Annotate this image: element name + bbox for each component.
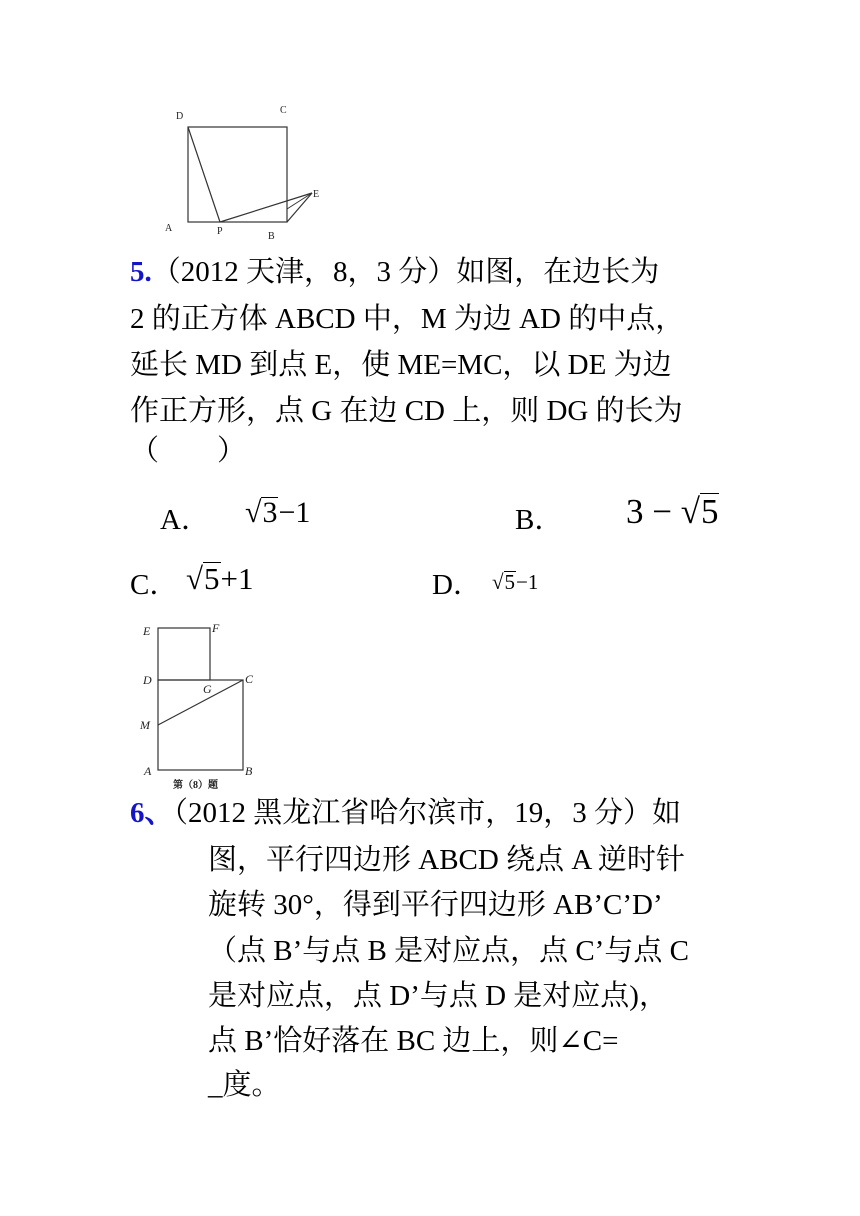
fig2-caption: 第（8）题 (173, 780, 218, 791)
question-text-line: _度。 (208, 1069, 281, 1101)
option-b-label: B． (515, 504, 564, 536)
fig1-label-d: D (176, 111, 184, 122)
sqrt-symbol: √5 (680, 492, 719, 531)
question-text-line: 2 的正方体 ABCD 中，M 为边 AD 的中点， (130, 303, 685, 335)
question-text-line: 延长 MD 到点 E，使 ME=MC，以 DE 为边 (130, 349, 672, 381)
option-d-label: D． (432, 569, 482, 601)
option-a-expression: √3−1 (245, 496, 311, 529)
question-text-line: 旋转 30°，得到平行四边形 AB’C’D’ (208, 889, 663, 921)
fig2-label-a: A (144, 764, 152, 778)
fig1-label-e: E (313, 189, 320, 200)
fig2-label-m: M (140, 718, 150, 732)
option-c-expression: √5+1 (186, 561, 254, 596)
fig2-label-d: D (143, 673, 152, 687)
question-text-line: （2012 天津，8，3 分）如图，在边长为 (151, 256, 660, 288)
option-a-label: A． (160, 504, 210, 536)
question-number: 5. (130, 256, 152, 288)
fig1-label-p: P (217, 226, 223, 237)
question-text-line: 图，平行四边形 ABCD 绕点 A 逆时针 (208, 844, 685, 876)
option-b-expression: 3 − √5 (626, 492, 719, 531)
question-text-line: （点 B’与点 B 是对应点，点 C’与点 C (208, 935, 689, 967)
option-c-label: C． (130, 569, 179, 601)
sqrt-symbol: √5 (492, 570, 516, 594)
fig2-label-g: G (203, 682, 212, 696)
sqrt-symbol: √3 (245, 496, 278, 529)
fig1-label-b: B (268, 231, 275, 242)
question-text-line: 是对应点，点 D’与点 D 是对应点)， (208, 980, 668, 1012)
fig2-label-e: E (143, 624, 151, 638)
question-text-line: （2012 黑龙江省哈尔滨市，19，3 分）如 (173, 797, 682, 829)
figure-square-defg (135, 618, 270, 793)
answer-blank: （ ） (130, 435, 247, 467)
fig1-label-c: C (280, 105, 287, 116)
question-number: 6、 (130, 797, 174, 829)
figure-square-pbe (160, 100, 340, 240)
fig2-label-b: B (245, 764, 253, 778)
question-text-line: 点 B’恰好落在 BC 边上，则∠C= (208, 1025, 619, 1057)
fig2-label-f: F (212, 621, 220, 635)
option-d-expression: √5−1 (492, 570, 539, 594)
fig1-label-a: A (165, 223, 173, 234)
fig2-label-c: C (245, 672, 254, 686)
question-text-line: 作正方形，点 G 在边 CD 上，则 DG 的长为 (130, 395, 683, 427)
sqrt-symbol: √5 (186, 561, 220, 596)
